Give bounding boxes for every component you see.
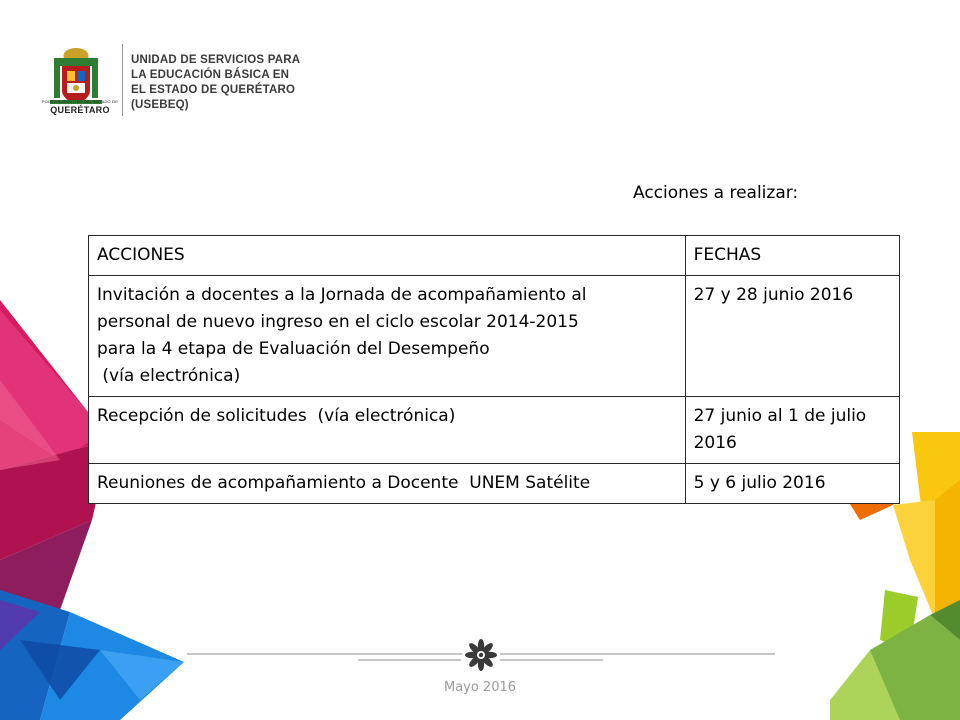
footer-divider-left-short [358,659,461,661]
table-row [89,464,900,504]
accion-cell [89,397,686,464]
section-subtitle: Acciones a realizar: [633,183,799,203]
column-header-fechas: FECHAS [685,236,899,276]
accion-cell [89,276,686,397]
footer-divider-right-short [500,659,603,661]
table-header-row [89,236,900,276]
footer-flower-emblem-icon [462,636,500,674]
logo-caption [38,99,122,115]
accion-cell [89,464,686,504]
logo-divider [122,44,123,116]
accion-line: Invitación a docentes a la Jornada de acompañamiento al [97,285,587,305]
logo-caption-small: PODER EJECUTIVO DEL ESTADO DE [41,99,119,104]
accion-line: personal de nuevo ingreso en el ciclo escolar 2014-2015 [97,312,579,332]
accion-line: Recepción de solicitudes (vía electrónica) [97,406,456,426]
footer-date: Mayo 2016 [443,680,517,695]
accion-line: para la 4 etapa de Evaluación del Desempeño [97,339,490,359]
organization-name [131,53,300,113]
fecha-cell: 27 y 28 junio 2016 [685,276,899,397]
column-header-acciones: ACCIONES [89,236,686,276]
accion-line: Reuniones de acompañamiento a Docente UNEM Satélite [97,473,591,493]
table-row [89,276,900,397]
accion-line: (vía electrónica) [97,366,241,386]
org-line: EL ESTADO DE QUERÉTARO [131,84,296,96]
origami-shape [935,480,960,620]
fecha-cell: 5 y 6 julio 2016 [685,464,899,504]
footer-divider-right [500,653,775,655]
actions-table [88,235,900,504]
fecha-cell: 27 junio al 1 de julio 2016 [685,397,899,464]
org-line: LA EDUCACIÓN BÁSICA EN [131,69,290,81]
org-line: (USEBEQ) [131,99,189,111]
logo-caption-state: QUERÉTARO [50,105,110,115]
table-row [89,397,900,464]
org-line: UNIDAD DE SERVICIOS PARA [131,54,301,66]
footer-divider-left [187,653,462,655]
